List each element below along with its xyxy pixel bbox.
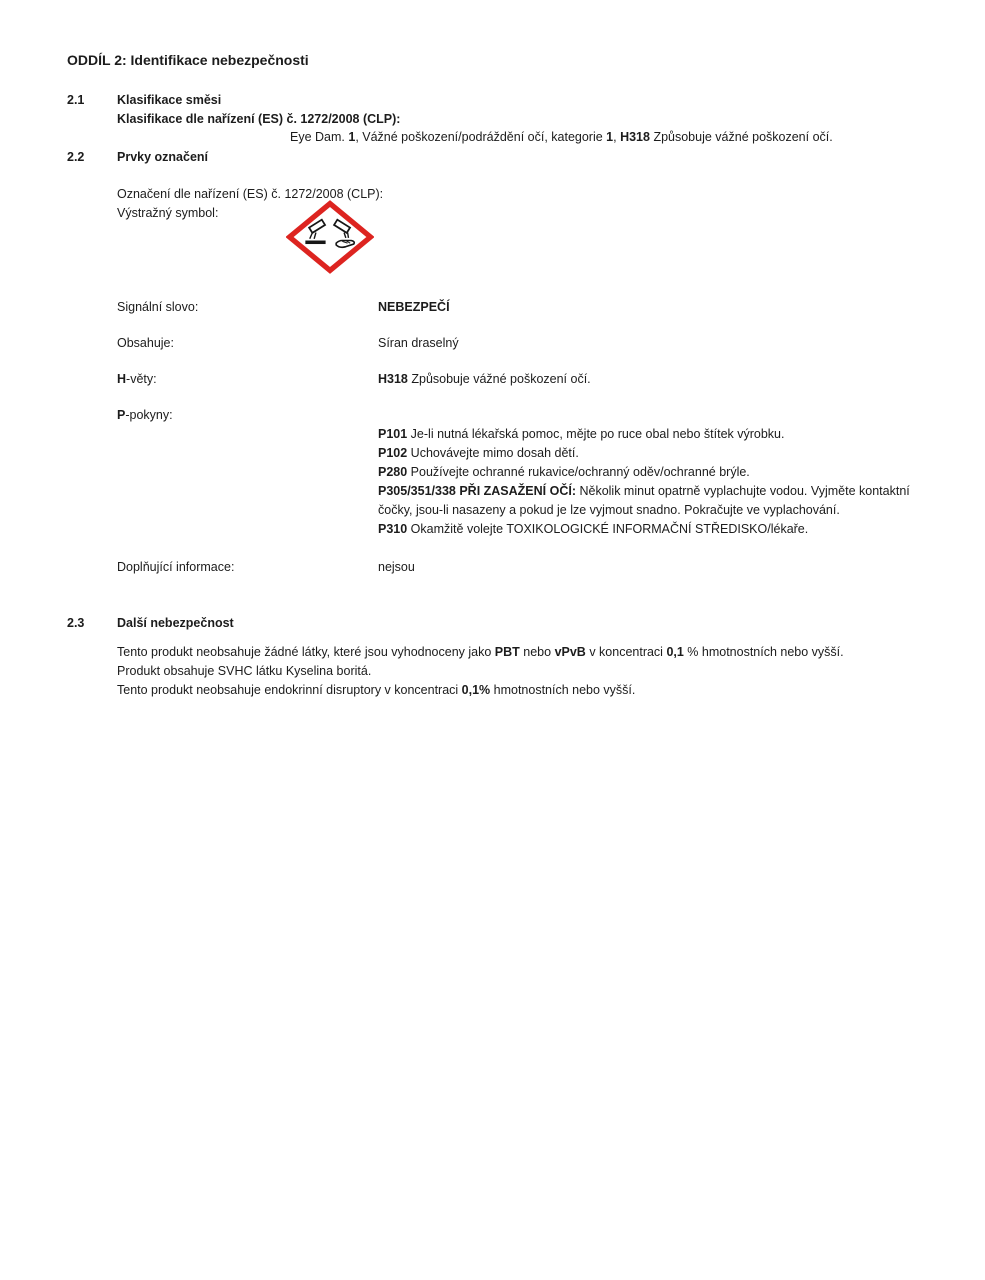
p-statement: P102 Uchovávejte mimo dosah dětí. xyxy=(378,446,579,460)
classification-regulation-label: Klasifikace dle nařízení (ES) č. 1272/2008 (CLP): xyxy=(117,112,401,126)
ghs05-corrosion-pictogram xyxy=(286,200,374,280)
section-2-3-number: 2.3 xyxy=(67,616,85,630)
section-2-1-title: Klasifikace směsi xyxy=(117,93,222,107)
labelling-regulation-line: Označení dle nařízení (ES) č. 1272/2008 (CLP): xyxy=(117,187,384,201)
p-statements-label: P-pokyny: xyxy=(117,408,173,422)
h-statements-value: H318 Způsobuje vážné poškození očí. xyxy=(378,372,591,386)
signal-word-value: NEBEZPEČÍ xyxy=(378,300,450,314)
pictogram-label: Výstražný symbol: xyxy=(117,206,219,220)
p-statement: P305/351/338 PŘI ZASAŽENÍ OČÍ: Několik minut opatrně vyplachujte vodou. Vyjměte kontaktní čočky, jsou-li nasazeny a pokud je lze vyjmout snadno. Pokračujte ve vyplachování. xyxy=(378,484,910,517)
section-2-3-title: Další nebezpečnost xyxy=(117,616,234,630)
p-statements-list xyxy=(378,425,926,539)
other-hazards-line: Tento produkt neobsahuje žádné látky, které jsou vyhodnoceny jako PBT nebo vPvB v koncentraci 0,1 % hmotnostních nebo vyšší. xyxy=(117,645,844,659)
other-hazards-paragraph xyxy=(117,643,932,700)
contains-value: Síran draselný xyxy=(378,336,459,350)
h-statements-label: H-věty: xyxy=(117,372,157,386)
section-heading: ODDÍL 2: Identifikace nebezpečnosti xyxy=(67,52,309,68)
additional-info-label: Doplňující informace: xyxy=(117,560,235,574)
other-hazards-line: Produkt obsahuje SVHC látku Kyselina boritá. xyxy=(117,664,372,678)
section-2-2-number: 2.2 xyxy=(67,150,85,164)
pictogram-diamond-border xyxy=(290,204,371,271)
additional-info-value: nejsou xyxy=(378,560,415,574)
p-statement: P310 Okamžitě volejte TOXIKOLOGICKÉ INFORMAČNÍ STŘEDISKO/lékaře. xyxy=(378,522,809,536)
p-statement: P101 Je-li nutná lékařská pomoc, mějte po ruce obal nebo štítek výrobku. xyxy=(378,427,785,441)
other-hazards-line: Tento produkt neobsahuje endokrinní disruptory v koncentraci 0,1% hmotnostních nebo vyšší. xyxy=(117,683,636,697)
contains-label: Obsahuje: xyxy=(117,336,174,350)
ghs05-corrosion-icon xyxy=(286,200,374,274)
signal-word-label: Signální slovo: xyxy=(117,300,199,314)
section-2-2-title: Prvky označení xyxy=(117,150,209,164)
classification-value: Eye Dam. 1, Vážné poškození/podráždění očí, kategorie 1, H318 Způsobuje vážné poškození očí. xyxy=(290,130,833,144)
section-2-1-number: 2.1 xyxy=(67,93,85,107)
p-statement: P280 Používejte ochranné rukavice/ochranný oděv/ochranné brýle. xyxy=(378,465,750,479)
